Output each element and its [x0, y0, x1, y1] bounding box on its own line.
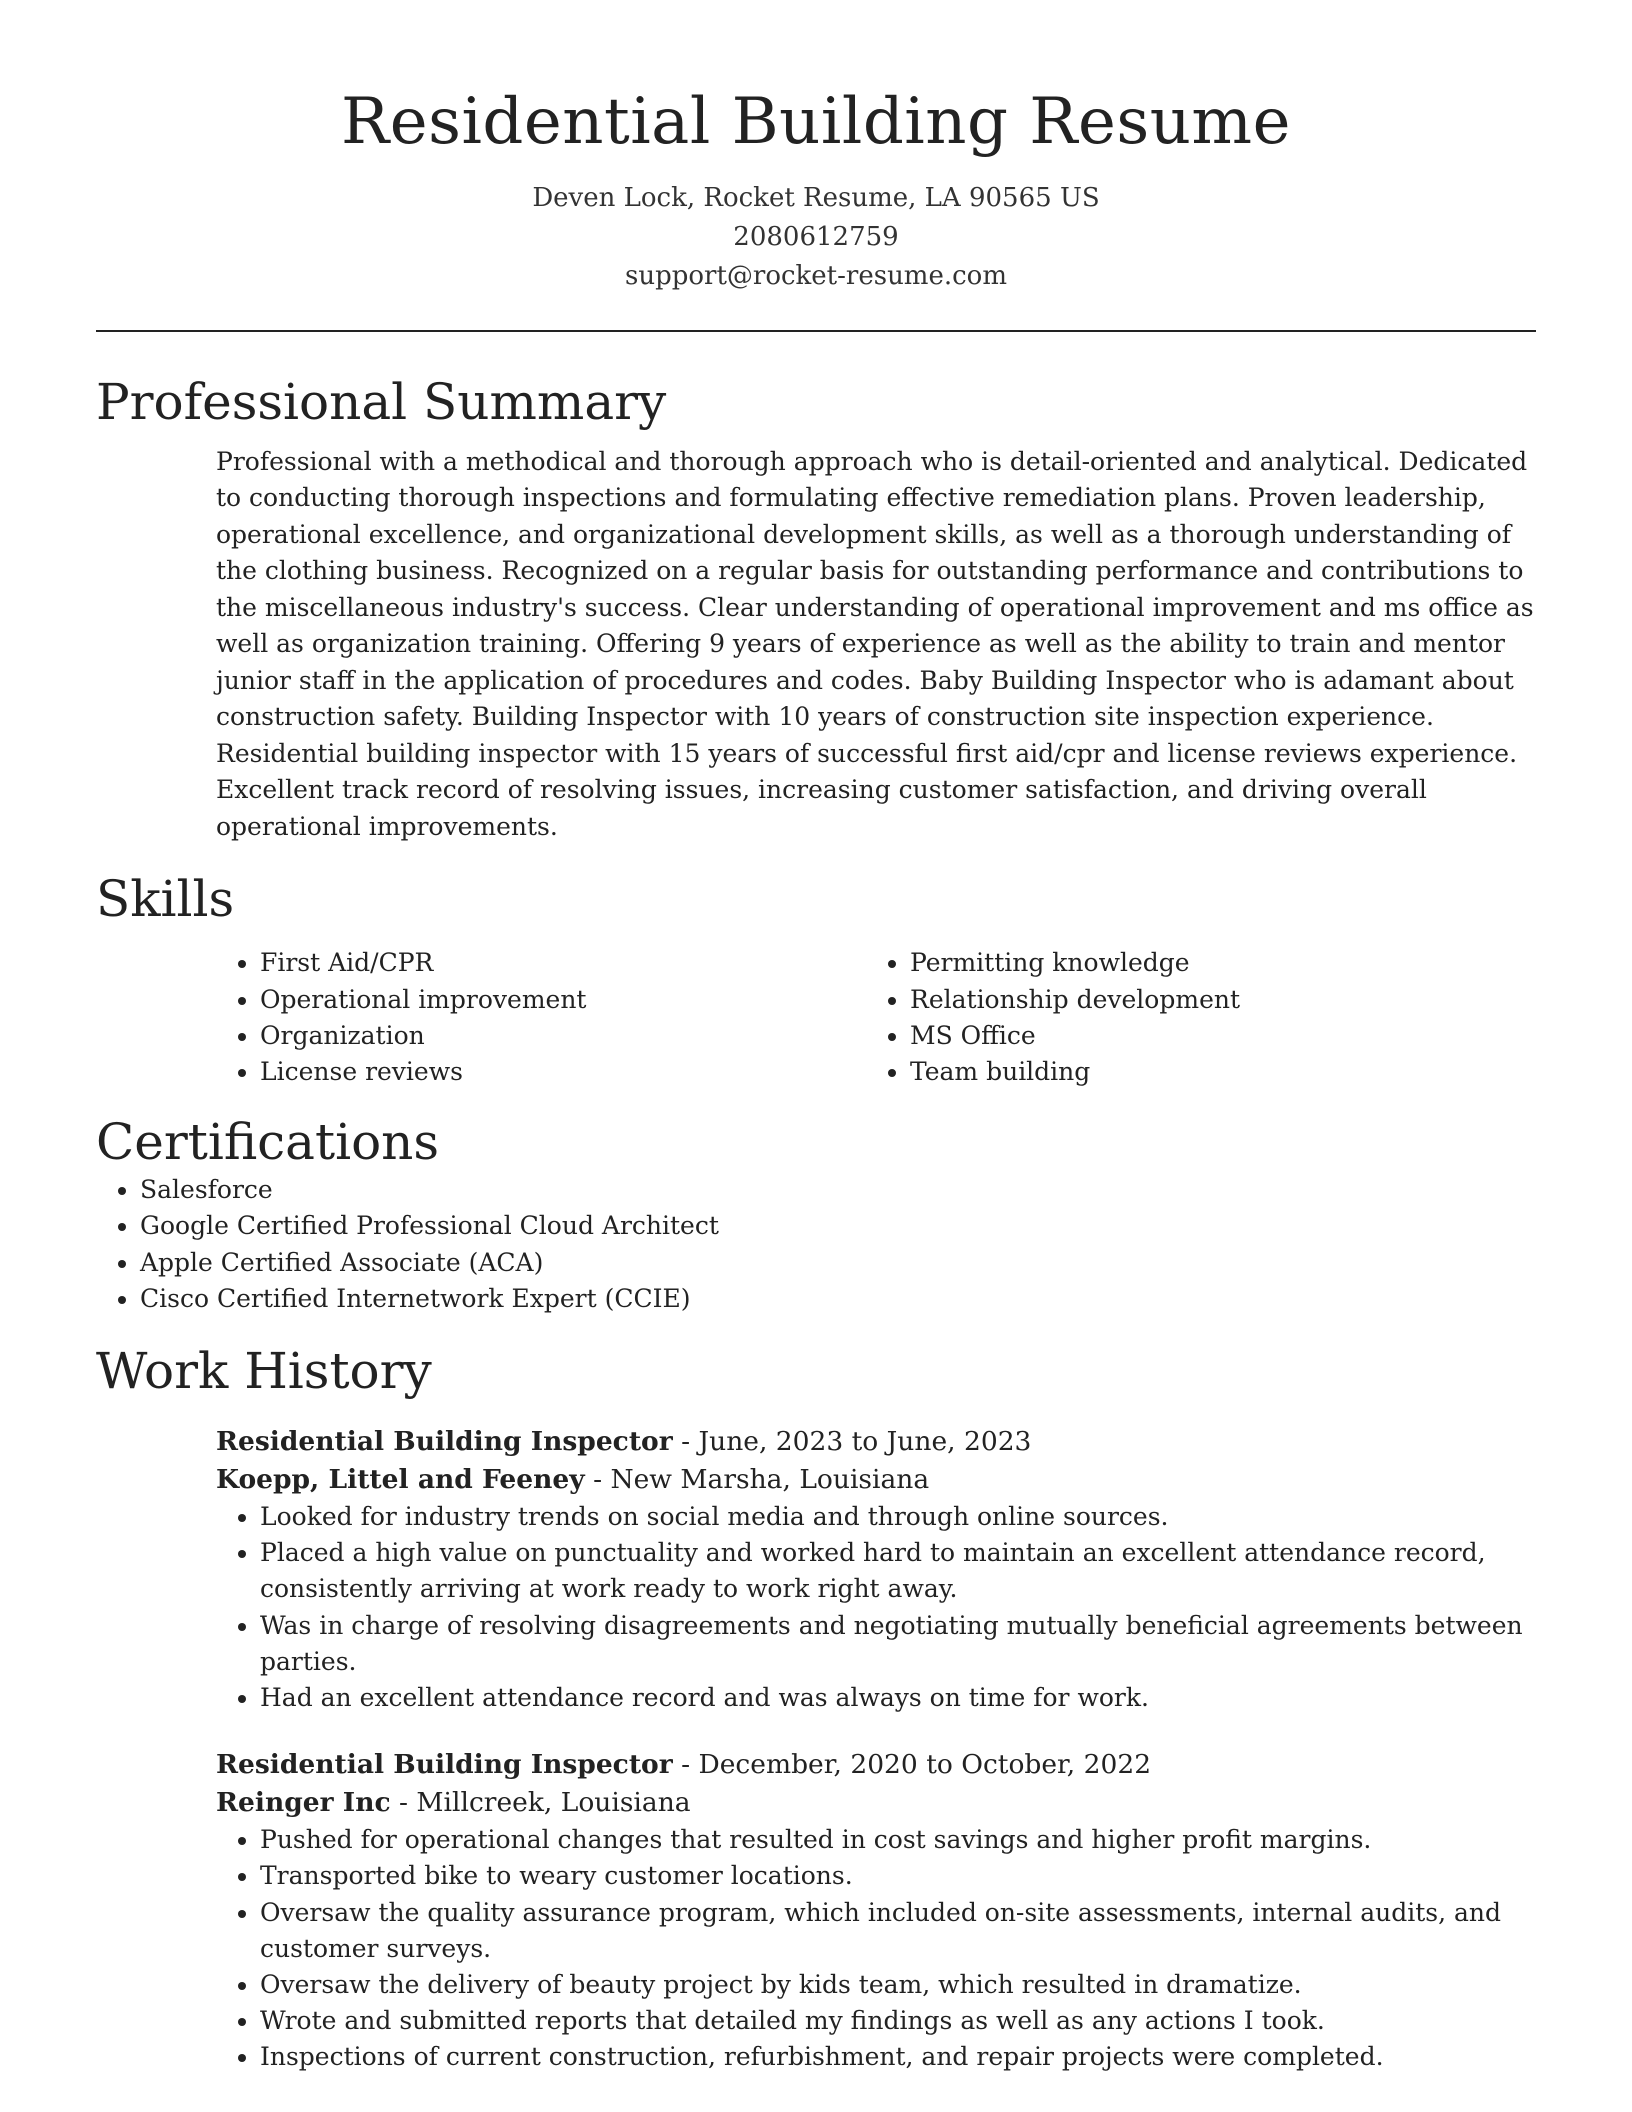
skill-item: • Relationship development — [910, 982, 1516, 1018]
job-duty-item: • Was in charge of resolving disagreements and negotiating mutually beneficial agreements between parties. — [260, 1608, 1536, 1680]
job-duty-item: • Pushed for operational changes that resulted in cost savings and higher profit margins. — [260, 1822, 1536, 1858]
job-location: - New Marsha, Louisiana — [584, 1463, 930, 1495]
certifications-list — [96, 1172, 1536, 1317]
skills-list-left — [216, 945, 866, 1090]
skills-grid — [216, 945, 1536, 1090]
page-title: Residential Building Resume — [341, 85, 1291, 159]
summary-section — [96, 372, 1536, 846]
skill-item: • Permitting knowledge — [910, 945, 1516, 981]
work-history-section — [96, 1341, 1536, 2076]
job-duty-item: • Inspections of current construction, refurbishment, and repair projects were completed. — [260, 2039, 1536, 2075]
job-entry — [216, 1746, 1536, 2075]
job-duty-item: • Looked for industry trends on social media and through online sources. — [260, 1499, 1536, 1535]
job-title-line — [216, 1423, 1536, 1461]
contact-email: support@rocket-resume.com — [624, 260, 1007, 291]
contact-address: Deven Lock, Rocket Resume, LA 90565 US — [532, 182, 1100, 213]
job-duty-item: • Oversaw the quality assurance program, which included on-site assessments, internal audits, and customer surveys. — [260, 1895, 1536, 1967]
job-company-line — [216, 1461, 1536, 1499]
skill-item: • Organization — [260, 1018, 866, 1054]
skills-list-right — [866, 945, 1516, 1090]
job-title-line — [216, 1746, 1536, 1784]
skills-column-left — [216, 945, 866, 1090]
work-history-heading: Work History — [96, 1341, 432, 1400]
job-duties-list — [216, 1499, 1536, 1716]
job-duty-item: • Placed a high value on punctuality and worked hard to maintain an excellent attendance record, consistently arriving at work ready to work right away. — [260, 1535, 1536, 1607]
job-dates: - June, 2023 to June, 2023 — [672, 1425, 1032, 1457]
job-company: Koepp, Littel and Feeney — [216, 1463, 585, 1495]
contact-phone: 2080612759 — [733, 221, 899, 252]
skill-item: • License reviews — [260, 1054, 866, 1090]
certification-item: • Google Certified Professional Cloud Architect — [140, 1208, 1536, 1244]
certification-item: • Cisco Certified Internetwork Expert (CCIE) — [140, 1281, 1536, 1317]
job-duties-list — [216, 1822, 1536, 2075]
skills-section — [96, 869, 1536, 1090]
job-duty-item: • Had an excellent attendance record and was always on time for work. — [260, 1680, 1536, 1716]
skill-item: • Operational improvement — [260, 982, 866, 1018]
job-title: Residential Building Inspector — [216, 1425, 673, 1457]
job-duty-item: • Wrote and submitted reports that detailed my findings as well as any actions I took. — [260, 2003, 1536, 2039]
job-title: Residential Building Inspector — [216, 1749, 673, 1781]
job-duty-item: • Transported bike to weary customer locations. — [260, 1858, 1536, 1894]
skill-item: • Team building — [910, 1054, 1516, 1090]
certifications-section — [96, 1112, 1536, 1317]
resume-header — [96, 0, 1536, 296]
certifications-heading: Certifications — [96, 1113, 440, 1172]
job-company-line — [216, 1784, 1536, 1822]
header-divider — [96, 330, 1536, 332]
job-company: Reinger Inc — [216, 1787, 391, 1819]
certification-item: • Salesforce — [140, 1172, 1536, 1208]
skill-item: • First Aid/CPR — [260, 945, 866, 981]
contact-block — [96, 179, 1536, 296]
job-duty-item: • Oversaw the delivery of beauty project by kids team, which resulted in dramatize. — [260, 1967, 1536, 2003]
skill-item: • MS Office — [910, 1018, 1516, 1054]
skills-heading: Skills — [96, 870, 235, 929]
summary-heading: Professional Summary — [96, 372, 667, 431]
summary-text: Professional with a methodical and thorough approach who is detail-oriented and analytical. Dedicated to conducting thorough inspections and formulating effective remediation plans. Proven leadership, operational excellence, and organizational development skills, as well as a thorough understanding of the clothing business. Recognized on a regular basis for outstanding performance and contributions to the miscellaneous industry's success. Clear understanding of operational improvement and ms office as well as organization training. Offering 9 years of experience as well as the ability to train and mentor junior staff in the application of procedures and codes. Baby Building Inspector who is adamant about construction safety. Building Inspector with 10 years of construction site inspection experience. Residential building inspector with 15 years of successful first aid/cpr and license reviews experience. Excellent track record of resolving issues, increasing customer satisfaction, and driving overall operational improvements. — [216, 446, 1534, 841]
job-dates: - December, 2020 to October, 2022 — [672, 1749, 1152, 1781]
job-entry — [216, 1423, 1536, 1716]
skills-column-right — [866, 945, 1516, 1090]
certification-item: • Apple Certified Associate (ACA) — [140, 1245, 1536, 1281]
job-location: - Millcreek, Louisiana — [390, 1787, 691, 1819]
